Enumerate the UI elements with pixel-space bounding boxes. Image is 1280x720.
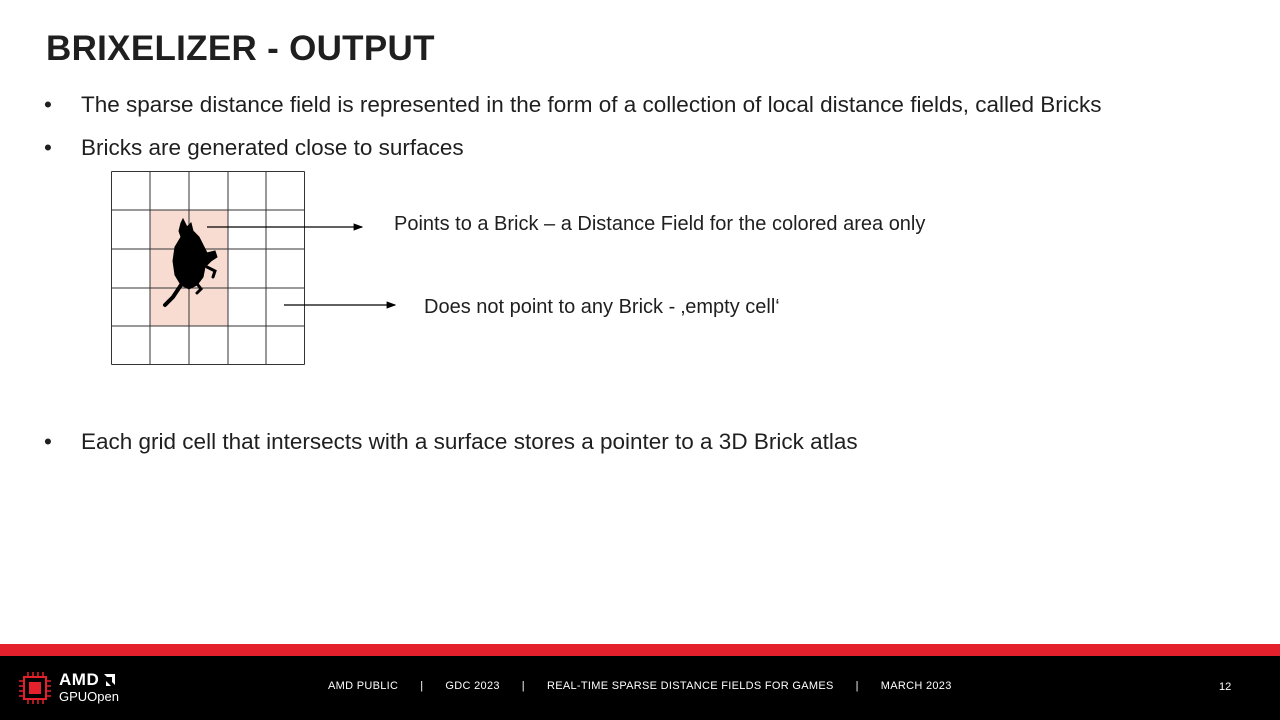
footer-separator: | <box>420 680 424 692</box>
bullet-marker: • <box>44 429 52 454</box>
amd-chip-icon <box>18 671 52 705</box>
brick-grid-diagram <box>111 171 307 367</box>
footer <box>0 656 1280 720</box>
footer-accent-bar <box>0 644 1280 656</box>
logo-subtitle: GPUOpen <box>59 689 119 704</box>
amd-gpuopen-logo <box>59 671 119 705</box>
footer-classification: AMD PUBLIC <box>328 680 399 692</box>
footer-info <box>328 680 952 692</box>
bullet-marker: • <box>44 135 52 160</box>
bullet-text: Bricks are generated close to surfaces <box>81 135 464 160</box>
empty-cell-annotation: Does not point to any Brick - ‚empty cell‘ <box>424 296 780 318</box>
bullet-text: The sparse distance field is represented in the form of a collection of local distance fields, called Bricks <box>81 92 1102 117</box>
logo-brand: AMD <box>59 670 100 689</box>
footer-separator: | <box>521 680 525 692</box>
bullet-marker: • <box>44 92 52 117</box>
footer-date: MARCH 2023 <box>880 680 952 692</box>
bullet-text: Each grid cell that intersects with a surface stores a pointer to a 3D Brick atlas <box>81 429 858 454</box>
bullet-item <box>44 91 1102 119</box>
bullet-item <box>44 428 858 456</box>
slide-title: BRIXELIZER - OUTPUT <box>46 29 435 68</box>
amd-arrow-icon <box>102 673 116 687</box>
footer-talk-title: REAL-TIME SPARSE DISTANCE FIELDS FOR GAMES <box>546 680 834 692</box>
brick-annotation: Points to a Brick – a Distance Field for the colored area only <box>394 213 926 235</box>
footer-event: GDC 2023 <box>445 680 500 692</box>
footer-separator: | <box>855 680 859 692</box>
page-number: 12 <box>1219 681 1232 693</box>
bullet-item <box>44 134 464 162</box>
